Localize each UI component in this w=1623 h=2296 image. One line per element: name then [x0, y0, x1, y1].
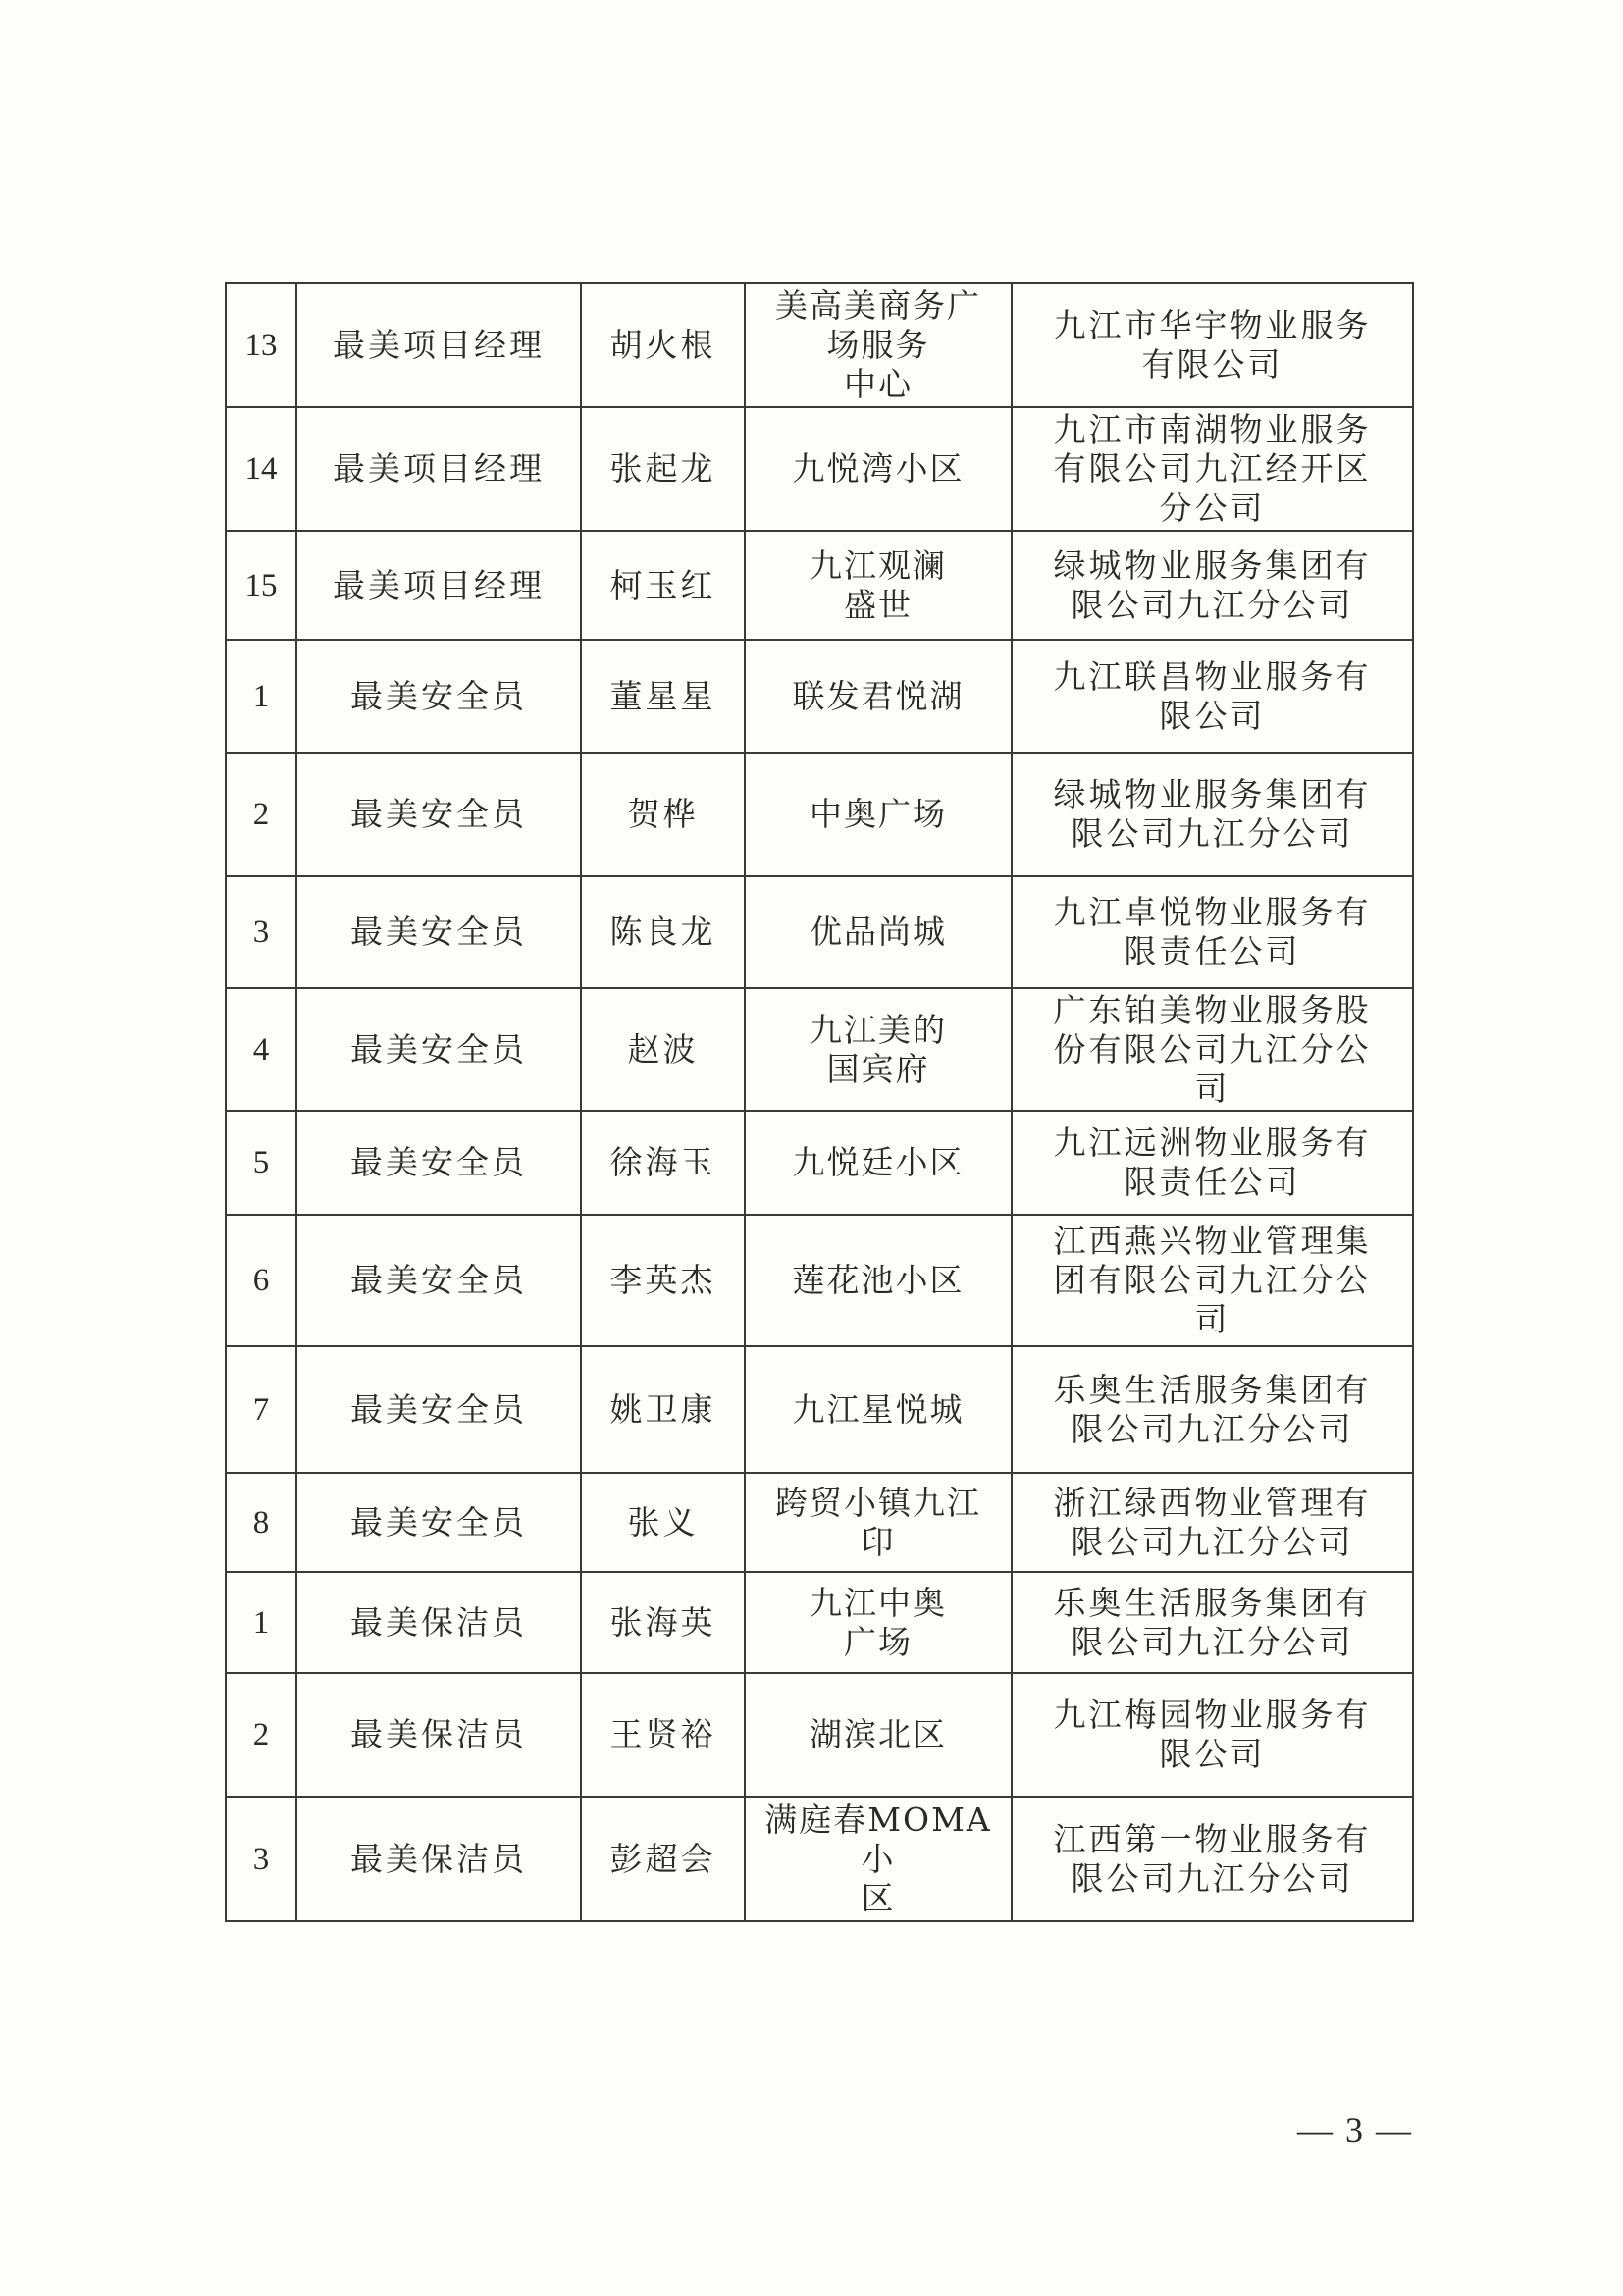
row-number-cell: 7 [226, 1346, 296, 1473]
person-name-cell: 贺桦 [581, 753, 745, 876]
project-line: 国宾府 [826, 1049, 930, 1088]
row-number-cell: 13 [226, 283, 296, 407]
award-roster-table [225, 282, 1414, 1922]
company-cell [1012, 640, 1413, 753]
row-number-cell: 2 [226, 1673, 296, 1797]
table-row [226, 640, 1413, 753]
project-line: 优品尚城 [810, 913, 947, 951]
row-number-cell: 3 [226, 876, 296, 988]
company-line: 限公司九江分公司 [1071, 585, 1354, 624]
row-number-cell: 1 [226, 640, 296, 753]
table-row [226, 988, 1413, 1111]
roster-body [226, 283, 1413, 1921]
company-line: 江西燕兴物业管理集 [1053, 1222, 1372, 1260]
company-line: 司 [1194, 1300, 1230, 1338]
company-cell [1012, 1111, 1413, 1215]
row-number-cell: 15 [226, 531, 296, 640]
table-row [226, 1797, 1413, 1921]
project-line: 满庭春MOMA小 [764, 1800, 992, 1878]
table-row [226, 876, 1413, 988]
company-line: 九江市华宇物业服务 [1053, 305, 1372, 344]
person-name-cell: 徐海玉 [581, 1111, 745, 1215]
company-line: 九江市南湖物业服务 [1053, 410, 1372, 448]
award-category-cell: 最美保洁员 [296, 1673, 581, 1797]
row-number-cell: 2 [226, 753, 296, 876]
company-line: 江西第一物业服务有 [1053, 1819, 1372, 1858]
person-name-cell: 张起龙 [581, 407, 745, 531]
table-row [226, 1215, 1413, 1346]
company-cell [1012, 1673, 1413, 1797]
company-line: 有限公司 [1141, 344, 1283, 384]
company-line: 限公司九江分公司 [1071, 814, 1354, 853]
row-number-cell: 1 [226, 1572, 296, 1673]
company-line: 分公司 [1159, 489, 1266, 527]
person-name-cell: 胡火根 [581, 283, 745, 407]
award-category-cell: 最美项目经理 [296, 283, 581, 407]
project-line: 跨贸小镇九江 [775, 1483, 981, 1522]
project-line: 九江观澜 [810, 546, 947, 585]
company-cell [1012, 1797, 1413, 1921]
project-cell [745, 1797, 1012, 1921]
table-row [226, 1473, 1413, 1572]
company-line: 限公司九江分公司 [1071, 1522, 1354, 1561]
person-name-cell: 陈良龙 [581, 876, 745, 988]
person-name-cell: 柯玉红 [581, 531, 745, 640]
document-page [225, 282, 1412, 1922]
company-line: 限公司九江分公司 [1071, 1858, 1354, 1898]
project-line: 九悦湾小区 [792, 449, 965, 488]
company-line: 团有限公司九江分公 [1053, 1261, 1372, 1299]
row-number-cell: 3 [226, 1797, 296, 1921]
company-line: 九江梅园物业服务有 [1053, 1696, 1372, 1734]
person-name-cell: 董星星 [581, 640, 745, 753]
company-line: 司 [1194, 1069, 1230, 1108]
company-line: 绿城物业服务集团有 [1053, 775, 1372, 813]
award-category-cell: 最美安全员 [296, 1215, 581, 1346]
company-line: 九江远洲物业服务有 [1053, 1123, 1372, 1162]
table-row [226, 1346, 1413, 1473]
person-name-cell: 张海英 [581, 1572, 745, 1673]
project-cell [745, 876, 1012, 988]
project-line: 九江星悦城 [792, 1389, 965, 1429]
award-category-cell: 最美安全员 [296, 876, 581, 988]
company-cell [1012, 531, 1413, 640]
table-row [226, 283, 1413, 407]
award-category-cell: 最美安全员 [296, 988, 581, 1111]
award-category-cell: 最美项目经理 [296, 407, 581, 531]
project-cell [745, 1111, 1012, 1215]
company-line: 限公司 [1159, 696, 1266, 735]
company-line: 有限公司九江经开区 [1053, 449, 1372, 488]
project-cell [745, 1572, 1012, 1673]
award-category-cell: 最美保洁员 [296, 1797, 581, 1921]
person-name-cell: 彭超会 [581, 1797, 745, 1921]
row-number-cell: 4 [226, 988, 296, 1111]
company-line: 限公司九江分公司 [1071, 1622, 1354, 1661]
project-line: 九江中奥 [810, 1583, 947, 1622]
company-line: 乐奥生活服务集团有 [1053, 1370, 1372, 1409]
award-category-cell: 最美安全员 [296, 753, 581, 876]
project-line: 美高美商务广 [775, 286, 981, 325]
person-name-cell: 李英杰 [581, 1215, 745, 1346]
company-cell [1012, 753, 1413, 876]
award-category-cell: 最美安全员 [296, 640, 581, 753]
project-line: 盛世 [844, 585, 913, 624]
company-cell [1012, 1572, 1413, 1673]
person-name-cell: 姚卫康 [581, 1346, 745, 1473]
project-line: 场服务 [826, 325, 930, 364]
company-cell [1012, 283, 1413, 407]
row-number-cell: 5 [226, 1111, 296, 1215]
table-row [226, 1673, 1413, 1797]
company-line: 份有限公司九江分公 [1053, 1029, 1372, 1069]
person-name-cell: 张义 [581, 1473, 745, 1572]
company-line: 九江卓悦物业服务有 [1053, 893, 1372, 931]
company-line: 广东铂美物业服务股 [1053, 990, 1372, 1029]
table-row [226, 1572, 1413, 1673]
row-number-cell: 14 [226, 407, 296, 531]
award-category-cell: 最美安全员 [296, 1473, 581, 1572]
company-cell [1012, 1346, 1413, 1473]
table-row [226, 531, 1413, 640]
project-cell [745, 988, 1012, 1111]
company-cell [1012, 876, 1413, 988]
project-cell [745, 1215, 1012, 1346]
award-category-cell: 最美项目经理 [296, 531, 581, 640]
award-category-cell: 最美安全员 [296, 1346, 581, 1473]
project-line: 莲花池小区 [792, 1261, 965, 1299]
person-name-cell: 王贤裕 [581, 1673, 745, 1797]
project-cell [745, 753, 1012, 876]
project-line: 联发君悦湖 [792, 676, 965, 715]
company-line: 限责任公司 [1124, 1163, 1301, 1201]
person-name-cell: 赵波 [581, 988, 745, 1111]
table-row [226, 1111, 1413, 1215]
project-line: 中奥广场 [810, 795, 947, 833]
page-number: — 3 — [1297, 2111, 1413, 2150]
project-line: 湖滨北区 [810, 1715, 947, 1753]
project-cell [745, 1473, 1012, 1572]
table-row [226, 407, 1413, 531]
company-line: 九江联昌物业服务有 [1053, 656, 1372, 696]
company-line: 限责任公司 [1124, 932, 1301, 970]
company-cell [1012, 988, 1413, 1111]
row-number-cell: 6 [226, 1215, 296, 1346]
project-cell [745, 283, 1012, 407]
project-cell [745, 1346, 1012, 1473]
project-line: 区 [861, 1878, 896, 1917]
company-line: 限公司九江分公司 [1071, 1409, 1354, 1448]
company-line: 限公司 [1159, 1735, 1266, 1773]
company-cell [1012, 407, 1413, 531]
project-cell [745, 531, 1012, 640]
project-line: 九悦廷小区 [792, 1143, 965, 1181]
project-cell [745, 407, 1012, 531]
award-category-cell: 最美保洁员 [296, 1572, 581, 1673]
table-row [226, 753, 1413, 876]
project-line: 广场 [844, 1622, 913, 1661]
company-cell [1012, 1473, 1413, 1572]
company-line: 浙江绿西物业管理有 [1053, 1483, 1372, 1522]
project-line: 印 [861, 1522, 896, 1561]
row-number-cell: 8 [226, 1473, 296, 1572]
project-line: 中心 [844, 364, 913, 403]
award-category-cell: 最美安全员 [296, 1111, 581, 1215]
company-cell [1012, 1215, 1413, 1346]
company-line: 绿城物业服务集团有 [1053, 546, 1372, 585]
project-cell [745, 640, 1012, 753]
project-cell [745, 1673, 1012, 1797]
project-line: 九江美的 [810, 1010, 947, 1049]
company-line: 乐奥生活服务集团有 [1053, 1583, 1372, 1622]
